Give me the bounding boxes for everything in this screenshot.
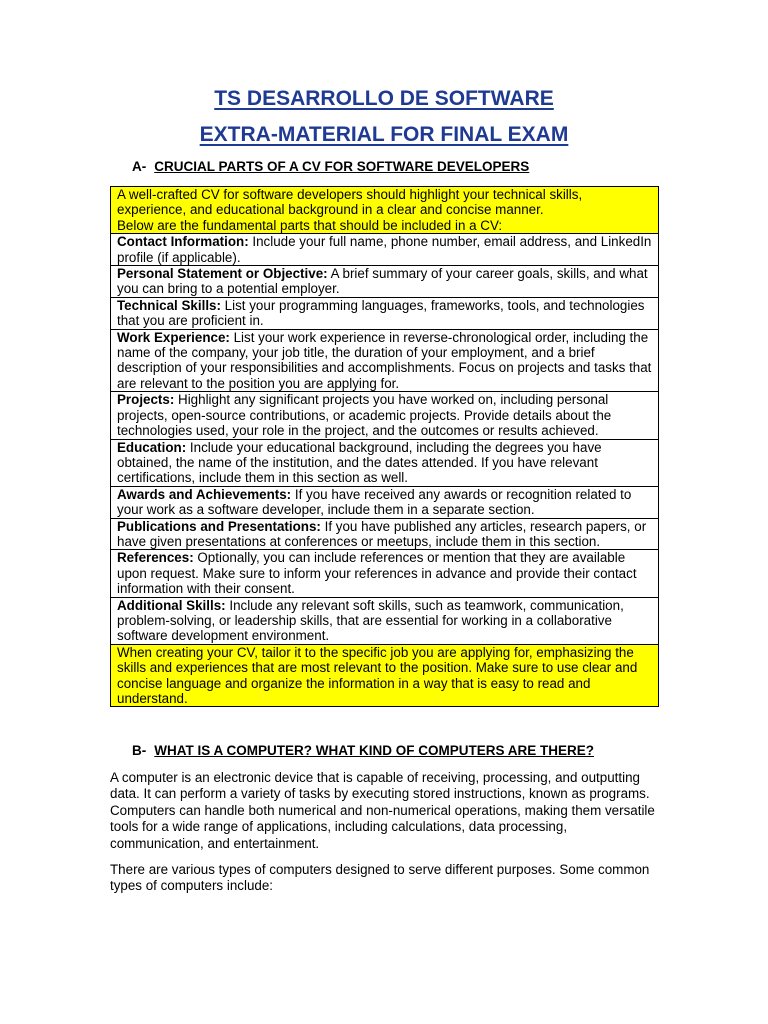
title-text-1: TS DESARROLLO DE SOFTWARE [214, 87, 554, 110]
table-cell [111, 597, 659, 644]
document-title-line-1 [0, 87, 768, 111]
row-term: Contact Information: [117, 234, 249, 250]
table-row [111, 518, 659, 550]
cv-parts-table [110, 186, 659, 707]
row-term: Work Experience: [117, 329, 230, 345]
row-text: Include any relevant soft skills, such as teamwork, communication, problem-solving, or leadership skills, that are essential for working in a collaborative software development environment. [117, 597, 624, 644]
table-row [111, 297, 659, 329]
section-a-heading-text: CRUCIAL PARTS OF A CV FOR SOFTWARE DEVELOPERS [154, 159, 530, 174]
table-row-intro [111, 187, 659, 234]
intro-cell [111, 187, 659, 234]
computer-types-paragraph: There are various types of computers designed to serve different purposes. Some common types of computers include: [110, 862, 650, 894]
row-term: References: [117, 550, 194, 566]
closing-text: When creating your CV, tailor it to the specific job you are applying for, emphasizing the skills and experiences that are most relevant to the position. Make sure to use clear and concise language and organize the information in a way that is easy to read and understand. [117, 644, 638, 706]
table-cell [111, 439, 659, 486]
table-row [111, 439, 659, 486]
closing-cell [111, 644, 659, 707]
table-row [111, 392, 659, 439]
row-text: Include your full name, phone number, email address, and LinkedIn profile (if applicable). [117, 234, 652, 265]
row-text: A brief summary of your career goals, skills, and what you can bring to a potential employer. [117, 266, 648, 297]
table-row [111, 329, 659, 392]
table-row [111, 234, 659, 266]
section-a-heading [132, 159, 529, 174]
table-cell [111, 392, 659, 439]
title-text-2: EXTRA-MATERIAL FOR FINAL EXAM [199, 123, 569, 146]
intro-text: A well-crafted CV for software developers should highlight your technical skills, experience, and educational background in a clear and concise manner. [117, 187, 583, 218]
table-cell [111, 550, 659, 597]
table-cell [111, 234, 659, 266]
computer-definition-paragraph: A computer is an electronic device that is capable of receiving, processing, and outputting data. It can perform a variety of tasks by executing stored instructions, known as programs. Computers can handle both numerical and non-numerical operations, making them versatile tools for a wide range of applications, including calculations, data processing, communication, and entertainment. [110, 770, 655, 851]
row-text: If you have published any articles, research papers, or have given presentations at conferences or meetups, include them in this section. [117, 518, 647, 549]
row-text: List your work experience in reverse-chronological order, including the name of the company, your job title, the duration of your employment, and a brief description of your responsibilities and accomplishments. Focus on projects and tasks that are relevant to the position you are applying for. [117, 329, 652, 391]
row-term: Awards and Achievements: [117, 486, 292, 502]
row-term: Additional Skills: [117, 597, 226, 613]
row-text: Optionally, you can include references or mention that they are available upon request. Make sure to inform your references in advance and provide their contact information with their consent. [117, 550, 637, 597]
table-cell [111, 266, 659, 298]
row-term: Personal Statement or Objective: [117, 266, 328, 282]
row-text: Include your educational background, including the degrees you have obtained, the name of the institution, and the dates attended. If you have relevant certifications, include them in this section as well. [117, 439, 602, 486]
row-term: Publications and Presentations: [117, 518, 321, 534]
section-a-letter: A- [132, 159, 147, 174]
table-cell [111, 297, 659, 329]
row-text: Highlight any significant projects you have worked on, including personal projects, open-source contributions, or academic projects. Provide details about the technologies used, your role in the project, and the outcomes or results achieved. [117, 392, 612, 439]
table-row [111, 597, 659, 644]
table-row [111, 266, 659, 298]
section-b-heading-text: WHAT IS A COMPUTER? WHAT KIND OF COMPUTERS ARE THERE? [154, 743, 594, 758]
table-cell [111, 329, 659, 392]
table-row [111, 486, 659, 518]
table-cell [111, 486, 659, 518]
table-row-closing [111, 644, 659, 707]
row-term: Projects: [117, 392, 175, 408]
section-b-heading [132, 743, 594, 758]
row-text: List your programming languages, frameworks, tools, and technologies that you are proficient in. [117, 297, 645, 329]
row-text: If you have received any awards or recognition related to your work as a software developer, include them in a separate section. [117, 486, 632, 518]
table-row [111, 550, 659, 597]
section-b-letter: B- [132, 743, 147, 758]
table-cell [111, 518, 659, 550]
document-title-line-2 [0, 123, 768, 147]
row-term: Education: [117, 439, 187, 455]
row-term: Technical Skills: [117, 297, 221, 313]
intro-text-2: Below are the fundamental parts that should be included in a CV: [117, 217, 503, 233]
